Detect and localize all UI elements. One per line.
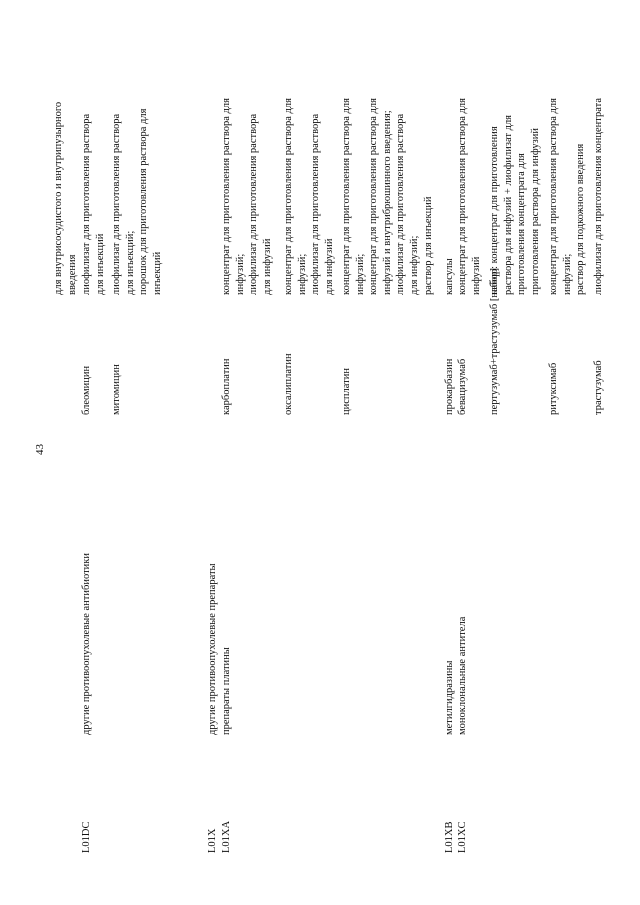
dosage-form-line: приготовления концентрата для (516, 153, 528, 295)
dosage-form-line: для инфузий (323, 238, 335, 295)
dosage-form-line: для инфузий; (409, 235, 420, 295)
drug-name: пертузумаб+трастузумаб [набор] (489, 268, 500, 415)
dosage-form-line: инфузий; (561, 253, 573, 295)
drug-name: прокарбазин (444, 358, 455, 415)
dosage-form-line: лиофилизат для приготовления раствора (248, 113, 260, 295)
dosage-form-line: инфузий; (354, 253, 366, 295)
dosage-form-line: порошок для приготовления раствора для (138, 108, 150, 295)
drug-name: блеомицин (81, 365, 92, 415)
dosage-form-line: раствор для подкожного введения (575, 143, 587, 295)
drug-name: трастузумаб (593, 360, 604, 415)
dosage-form-line: для инъекций (94, 233, 106, 295)
dosage-form-line: инъекций (151, 251, 163, 295)
atc-code: L01XB (444, 821, 455, 853)
dosage-form-line: для инъекций; (124, 230, 136, 295)
dosage-form-line: раствора для инфузий + лиофилизат для (502, 114, 514, 295)
dosage-form-line: лиофилизат для приготовления раствора (395, 113, 407, 295)
atc-group-name: другие противоопухолевые антибиотики (81, 552, 92, 735)
atc-code: L01X (207, 828, 218, 853)
dosage-form-line: для внутрисосудистого и внутрипузырного (53, 101, 64, 295)
dosage-form-line: концентрат для приготовления раствора для (457, 98, 468, 295)
dosage-form-line: для инфузий (261, 238, 273, 295)
dosage-form-line: концентрат для приготовления раствора для (368, 98, 380, 295)
dosage-form-line: лиофилизат для приготовления раствора (81, 113, 92, 295)
dosage-form-line: концентрат для приготовления раствора для (548, 98, 559, 295)
dosage-form-line: лиофилизат для приготовления концентрата (593, 97, 604, 295)
dosage-form-line: инфузий; (296, 253, 308, 295)
drug-name: карбоплатин (221, 358, 232, 415)
dosage-form-line: раствор для инъекций (422, 196, 434, 295)
atc-code: L01XA (221, 820, 232, 853)
dosage-form-line: введения (66, 254, 78, 295)
atc-group-name: препараты платины (221, 647, 232, 735)
dosage-form-line: набор: концентрат для приготовления (489, 126, 500, 295)
page-number: 43 (34, 444, 46, 455)
dosage-form-line: инфузий (470, 256, 482, 295)
dosage-form-line: инфузий и внутрибрюшинного введения; (381, 110, 393, 295)
drug-name: оксалиплатин (283, 353, 294, 415)
atc-code: L01XC (457, 821, 468, 853)
dosage-form-line: лиофилизат для приготовления раствора (310, 113, 322, 295)
dosage-form-line: концентрат для приготовления раствора для (341, 98, 352, 295)
atc-group-name: моноклональные антитела (457, 616, 468, 735)
atc-code: L01DC (81, 821, 92, 853)
dosage-form-line: приготовления раствора для инфузий (529, 127, 541, 295)
dosage-form-line: инфузий; (234, 253, 246, 295)
dosage-form-line: капсулы (444, 258, 455, 295)
drug-name: цисплатин (341, 368, 352, 415)
drug-name: бевацизумаб (457, 358, 468, 415)
atc-group-name: метилгидразины (444, 660, 455, 735)
drug-name: ритуксимаб (548, 362, 559, 415)
dosage-form-line: лиофилизат для приготовления раствора (111, 113, 122, 295)
atc-group-name: другие противоопухолевые препараты (207, 563, 218, 735)
dosage-form-line: концентрат для приготовления раствора для (283, 98, 294, 295)
dosage-form-line: концентрат для приготовления раствора для (221, 98, 232, 295)
drug-name: митомицин (111, 364, 122, 415)
